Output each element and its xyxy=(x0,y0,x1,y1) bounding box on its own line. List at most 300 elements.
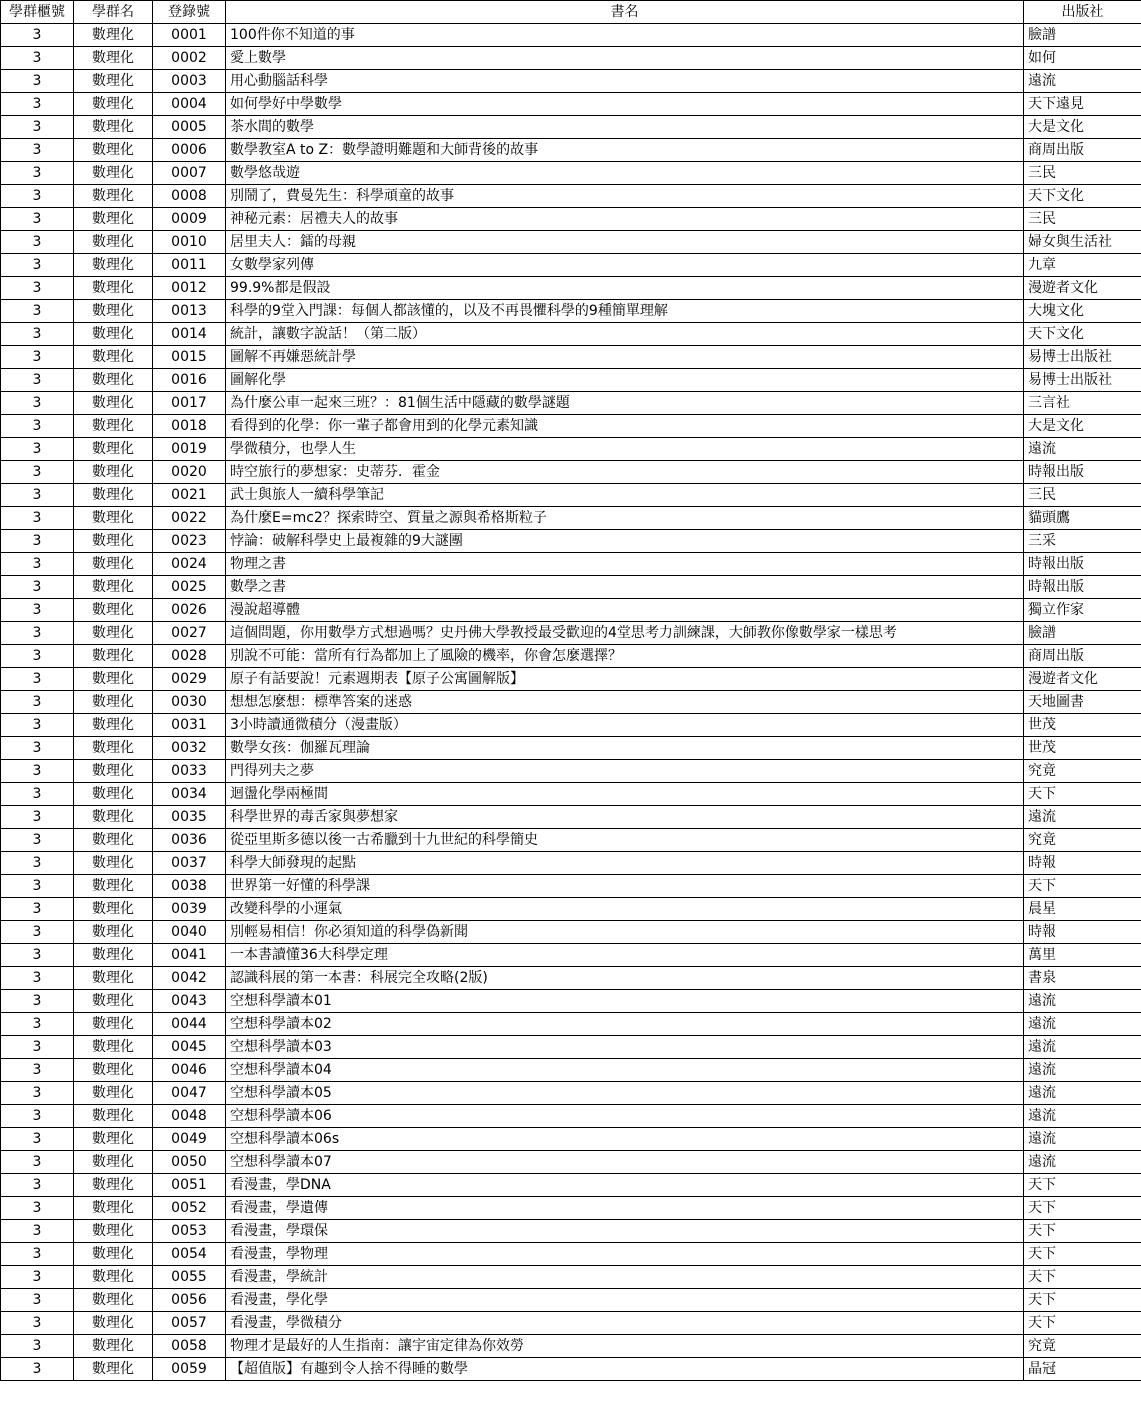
book-title-cell: 看漫畫，學化學 xyxy=(226,1289,1024,1312)
group-name-cell: 數理化 xyxy=(74,1266,153,1289)
book-title-cell: 數學教室A to Z：數學證明難題和大師背後的故事 xyxy=(226,139,1024,162)
book-title-cell: 別輕易相信！你必須知道的科學偽新聞 xyxy=(226,921,1024,944)
table-row xyxy=(1,1128,1141,1151)
cabinet-number-cell: 3 xyxy=(1,783,74,806)
publisher-cell: 大是文化 xyxy=(1024,415,1141,438)
group-name-cell: 數理化 xyxy=(74,1220,153,1243)
registration-number-cell: 0056 xyxy=(153,1289,226,1312)
registration-number-cell: 0002 xyxy=(153,47,226,70)
book-title-cell: 3小時讀通微積分（漫畫版） xyxy=(226,714,1024,737)
registration-number-cell: 0019 xyxy=(153,438,226,461)
registration-number-cell: 0042 xyxy=(153,967,226,990)
registration-number-cell: 0058 xyxy=(153,1335,226,1358)
group-name-cell: 數理化 xyxy=(74,530,153,553)
publisher-cell: 大是文化 xyxy=(1024,116,1141,139)
book-title-cell: 統計，讓數字說話！（第二版） xyxy=(226,323,1024,346)
cabinet-number-cell: 3 xyxy=(1,1128,74,1151)
table-row xyxy=(1,1197,1141,1220)
table-row xyxy=(1,944,1141,967)
registration-number-cell: 0041 xyxy=(153,944,226,967)
book-title-cell: 99.9%都是假設 xyxy=(226,277,1024,300)
cabinet-number-cell: 3 xyxy=(1,300,74,323)
group-name-cell: 數理化 xyxy=(74,599,153,622)
table-row xyxy=(1,737,1141,760)
cabinet-number-cell: 3 xyxy=(1,346,74,369)
publisher-cell: 天下 xyxy=(1024,783,1141,806)
cabinet-number-cell: 3 xyxy=(1,415,74,438)
registration-number-cell: 0037 xyxy=(153,852,226,875)
cabinet-number-cell: 3 xyxy=(1,944,74,967)
publisher-cell: 天下 xyxy=(1024,1243,1141,1266)
cabinet-number-cell: 3 xyxy=(1,737,74,760)
table-row xyxy=(1,1151,1141,1174)
table-row xyxy=(1,1312,1141,1335)
table-row xyxy=(1,1174,1141,1197)
table-row xyxy=(1,760,1141,783)
group-name-cell: 數理化 xyxy=(74,415,153,438)
cabinet-number-cell: 3 xyxy=(1,24,74,47)
publisher-cell: 天地圖書 xyxy=(1024,691,1141,714)
cabinet-number-cell: 3 xyxy=(1,622,74,645)
book-title-cell: 一本書讀懂36大科學定理 xyxy=(226,944,1024,967)
registration-number-cell: 0020 xyxy=(153,461,226,484)
book-title-cell: 用心動腦話科學 xyxy=(226,70,1024,93)
publisher-cell: 遠流 xyxy=(1024,1013,1141,1036)
cabinet-number-cell: 3 xyxy=(1,921,74,944)
cabinet-number-cell: 3 xyxy=(1,162,74,185)
cabinet-number-cell: 3 xyxy=(1,990,74,1013)
cabinet-number-cell: 3 xyxy=(1,1289,74,1312)
group-name-cell: 數理化 xyxy=(74,208,153,231)
book-title-cell: 數學之書 xyxy=(226,576,1024,599)
publisher-cell: 天下文化 xyxy=(1024,185,1141,208)
publisher-cell: 遠流 xyxy=(1024,1128,1141,1151)
group-name-cell: 數理化 xyxy=(74,116,153,139)
table-row xyxy=(1,392,1141,415)
registration-number-cell: 0050 xyxy=(153,1151,226,1174)
book-title-cell: 時空旅行的夢想家：史蒂芬．霍金 xyxy=(226,461,1024,484)
group-name-cell: 數理化 xyxy=(74,185,153,208)
book-title-cell: 科學世界的毒舌家與夢想家 xyxy=(226,806,1024,829)
group-name-cell: 數理化 xyxy=(74,461,153,484)
registration-number-cell: 0016 xyxy=(153,369,226,392)
table-row xyxy=(1,1335,1141,1358)
book-title-cell: 為什麼E=mc2？探索時空、質量之源與希格斯粒子 xyxy=(226,507,1024,530)
group-name-cell: 數理化 xyxy=(74,737,153,760)
cabinet-number-cell: 3 xyxy=(1,1059,74,1082)
book-title-cell: 女數學家列傳 xyxy=(226,254,1024,277)
publisher-cell: 遠流 xyxy=(1024,1036,1141,1059)
cabinet-number-cell: 3 xyxy=(1,185,74,208)
book-title-cell: 圖解不再嫌惡統計學 xyxy=(226,346,1024,369)
publisher-cell: 究竟 xyxy=(1024,1335,1141,1358)
publisher-cell: 三民 xyxy=(1024,208,1141,231)
registration-number-cell: 0023 xyxy=(153,530,226,553)
table-row xyxy=(1,1036,1141,1059)
registration-number-cell: 0012 xyxy=(153,277,226,300)
registration-number-cell: 0018 xyxy=(153,415,226,438)
registration-number-cell: 0008 xyxy=(153,185,226,208)
publisher-cell: 天下文化 xyxy=(1024,323,1141,346)
group-name-cell: 數理化 xyxy=(74,507,153,530)
table-row xyxy=(1,599,1141,622)
group-name-cell: 數理化 xyxy=(74,1013,153,1036)
publisher-cell: 易博士出版社 xyxy=(1024,369,1141,392)
publisher-cell: 遠流 xyxy=(1024,1105,1141,1128)
group-name-cell: 數理化 xyxy=(74,1174,153,1197)
table-row xyxy=(1,1266,1141,1289)
cabinet-number-cell: 3 xyxy=(1,1197,74,1220)
table-row xyxy=(1,645,1141,668)
registration-number-cell: 0045 xyxy=(153,1036,226,1059)
cabinet-number-cell: 3 xyxy=(1,645,74,668)
book-title-cell: 為什麼公車一起來三班？：81個生活中隱藏的數學謎題 xyxy=(226,392,1024,415)
book-title-cell: 空想科學讀本01 xyxy=(226,990,1024,1013)
registration-number-cell: 0057 xyxy=(153,1312,226,1335)
publisher-cell: 天下 xyxy=(1024,1266,1141,1289)
cabinet-number-cell: 3 xyxy=(1,369,74,392)
group-name-cell: 數理化 xyxy=(74,1358,153,1381)
table-row xyxy=(1,829,1141,852)
table-row xyxy=(1,185,1141,208)
publisher-cell: 時報出版 xyxy=(1024,576,1141,599)
book-title-cell: 看漫畫，學遺傳 xyxy=(226,1197,1024,1220)
publisher-cell: 獨立作家 xyxy=(1024,599,1141,622)
registration-number-cell: 0029 xyxy=(153,668,226,691)
book-title-cell: 學微積分，也學人生 xyxy=(226,438,1024,461)
book-title-cell: 迴盪化學兩極間 xyxy=(226,783,1024,806)
table-row xyxy=(1,530,1141,553)
cabinet-number-cell: 3 xyxy=(1,1082,74,1105)
cabinet-number-cell: 3 xyxy=(1,1312,74,1335)
book-title-cell: 改變科學的小運氣 xyxy=(226,898,1024,921)
table-row xyxy=(1,484,1141,507)
registration-number-cell: 0034 xyxy=(153,783,226,806)
book-title-cell: 空想科學讀本02 xyxy=(226,1013,1024,1036)
group-name-cell: 數理化 xyxy=(74,622,153,645)
registration-number-cell: 0006 xyxy=(153,139,226,162)
registration-number-cell: 0035 xyxy=(153,806,226,829)
publisher-cell: 萬里 xyxy=(1024,944,1141,967)
cabinet-number-cell: 3 xyxy=(1,116,74,139)
group-name-cell: 數理化 xyxy=(74,944,153,967)
book-title-cell: 從亞里斯多德以後一古希臘到十九世紀的科學簡史 xyxy=(226,829,1024,852)
book-title-cell: 看漫畫，學環保 xyxy=(226,1220,1024,1243)
group-name-cell: 數理化 xyxy=(74,760,153,783)
table-row xyxy=(1,24,1141,47)
table-row xyxy=(1,139,1141,162)
publisher-cell: 遠流 xyxy=(1024,1082,1141,1105)
cabinet-number-cell: 3 xyxy=(1,967,74,990)
registration-number-cell: 0052 xyxy=(153,1197,226,1220)
book-title-cell: 【超值版】有趣到令人捨不得睡的數學 xyxy=(226,1358,1024,1381)
cabinet-number-cell: 3 xyxy=(1,1105,74,1128)
book-title-cell: 空想科學讀本04 xyxy=(226,1059,1024,1082)
publisher-cell: 天下 xyxy=(1024,1174,1141,1197)
group-name-cell: 數理化 xyxy=(74,231,153,254)
group-name-cell: 數理化 xyxy=(74,162,153,185)
publisher-cell: 婦女與生活社 xyxy=(1024,231,1141,254)
cabinet-number-cell: 3 xyxy=(1,875,74,898)
book-title-cell: 居里夫人：鐳的母親 xyxy=(226,231,1024,254)
book-title-cell: 空想科學讀本03 xyxy=(226,1036,1024,1059)
registration-number-cell: 0022 xyxy=(153,507,226,530)
table-row xyxy=(1,967,1141,990)
table-row xyxy=(1,346,1141,369)
table-body xyxy=(1,24,1141,1381)
publisher-cell: 商周出版 xyxy=(1024,139,1141,162)
publisher-cell: 天下遠見 xyxy=(1024,93,1141,116)
table-row xyxy=(1,70,1141,93)
registration-number-cell: 0027 xyxy=(153,622,226,645)
group-name-cell: 數理化 xyxy=(74,47,153,70)
registration-number-cell: 0030 xyxy=(153,691,226,714)
book-title-cell: 空想科學讀本06 xyxy=(226,1105,1024,1128)
registration-number-cell: 0025 xyxy=(153,576,226,599)
col-header-book-title: 書名 xyxy=(226,1,1024,24)
table-row xyxy=(1,1220,1141,1243)
group-name-cell: 數理化 xyxy=(74,484,153,507)
cabinet-number-cell: 3 xyxy=(1,1151,74,1174)
book-title-cell: 數學女孩：伽羅瓦理論 xyxy=(226,737,1024,760)
publisher-cell: 漫遊者文化 xyxy=(1024,668,1141,691)
publisher-cell: 大塊文化 xyxy=(1024,300,1141,323)
table-row xyxy=(1,691,1141,714)
table-row xyxy=(1,116,1141,139)
cabinet-number-cell: 3 xyxy=(1,139,74,162)
col-header-cabinet-number: 學群櫃號 xyxy=(1,1,74,24)
cabinet-number-cell: 3 xyxy=(1,1358,74,1381)
table-row xyxy=(1,1082,1141,1105)
registration-number-cell: 0004 xyxy=(153,93,226,116)
group-name-cell: 數理化 xyxy=(74,369,153,392)
cabinet-number-cell: 3 xyxy=(1,438,74,461)
book-title-cell: 世界第一好懂的科學課 xyxy=(226,875,1024,898)
registration-number-cell: 0026 xyxy=(153,599,226,622)
cabinet-number-cell: 3 xyxy=(1,1220,74,1243)
table-row xyxy=(1,47,1141,70)
registration-number-cell: 0010 xyxy=(153,231,226,254)
cabinet-number-cell: 3 xyxy=(1,691,74,714)
book-title-cell: 別說不可能：當所有行為都加上了風險的機率，你會怎麼選擇？ xyxy=(226,645,1024,668)
registration-number-cell: 0038 xyxy=(153,875,226,898)
table-row xyxy=(1,254,1141,277)
group-name-cell: 數理化 xyxy=(74,70,153,93)
group-name-cell: 數理化 xyxy=(74,806,153,829)
book-title-cell: 想想怎麼想：標準答案的迷惑 xyxy=(226,691,1024,714)
publisher-cell: 易博士出版社 xyxy=(1024,346,1141,369)
cabinet-number-cell: 3 xyxy=(1,70,74,93)
table-row xyxy=(1,1013,1141,1036)
cabinet-number-cell: 3 xyxy=(1,208,74,231)
col-header-group-name: 學群名 xyxy=(74,1,153,24)
table-row xyxy=(1,369,1141,392)
book-title-cell: 別鬧了，費曼先生：科學頑童的故事 xyxy=(226,185,1024,208)
publisher-cell: 時報 xyxy=(1024,921,1141,944)
group-name-cell: 數理化 xyxy=(74,1335,153,1358)
group-name-cell: 數理化 xyxy=(74,1059,153,1082)
cabinet-number-cell: 3 xyxy=(1,1266,74,1289)
publisher-cell: 三采 xyxy=(1024,530,1141,553)
table-row xyxy=(1,1243,1141,1266)
cabinet-number-cell: 3 xyxy=(1,576,74,599)
group-name-cell: 數理化 xyxy=(74,323,153,346)
cabinet-number-cell: 3 xyxy=(1,1243,74,1266)
table-row xyxy=(1,622,1141,645)
table-row xyxy=(1,1358,1141,1381)
publisher-cell: 天下 xyxy=(1024,875,1141,898)
publisher-cell: 九章 xyxy=(1024,254,1141,277)
registration-number-cell: 0015 xyxy=(153,346,226,369)
cabinet-number-cell: 3 xyxy=(1,668,74,691)
book-title-cell: 認識科展的第一本書：科展完全攻略(2版) xyxy=(226,967,1024,990)
registration-number-cell: 0001 xyxy=(153,24,226,47)
header-row xyxy=(1,1,1141,24)
publisher-cell: 遠流 xyxy=(1024,1059,1141,1082)
table-row xyxy=(1,231,1141,254)
registration-number-cell: 0039 xyxy=(153,898,226,921)
book-title-cell: 看漫畫，學微積分 xyxy=(226,1312,1024,1335)
table-row xyxy=(1,277,1141,300)
cabinet-number-cell: 3 xyxy=(1,760,74,783)
book-title-cell: 科學的9堂入門課：每個人都該懂的，以及不再畏懼科學的9種簡單理解 xyxy=(226,300,1024,323)
book-title-cell: 空想科學讀本05 xyxy=(226,1082,1024,1105)
table-row xyxy=(1,323,1141,346)
book-title-cell: 物理才是最好的人生指南：讓宇宙定律為你效勞 xyxy=(226,1335,1024,1358)
group-name-cell: 數理化 xyxy=(74,277,153,300)
table-row xyxy=(1,461,1141,484)
publisher-cell: 三言社 xyxy=(1024,392,1141,415)
col-header-publisher: 出版社 xyxy=(1024,1,1141,24)
publisher-cell: 漫遊者文化 xyxy=(1024,277,1141,300)
registration-number-cell: 0059 xyxy=(153,1358,226,1381)
cabinet-number-cell: 3 xyxy=(1,530,74,553)
table-row xyxy=(1,921,1141,944)
publisher-cell: 遠流 xyxy=(1024,70,1141,93)
book-title-cell: 空想科學讀本06s xyxy=(226,1128,1024,1151)
book-title-cell: 原子有話要說！元素週期表【原子公寓圖解版】 xyxy=(226,668,1024,691)
cabinet-number-cell: 3 xyxy=(1,1036,74,1059)
cabinet-number-cell: 3 xyxy=(1,898,74,921)
group-name-cell: 數理化 xyxy=(74,93,153,116)
cabinet-number-cell: 3 xyxy=(1,277,74,300)
book-title-cell: 圖解化學 xyxy=(226,369,1024,392)
publisher-cell: 時報出版 xyxy=(1024,553,1141,576)
table-row xyxy=(1,852,1141,875)
group-name-cell: 數理化 xyxy=(74,783,153,806)
registration-number-cell: 0003 xyxy=(153,70,226,93)
registration-number-cell: 0032 xyxy=(153,737,226,760)
group-name-cell: 數理化 xyxy=(74,898,153,921)
registration-number-cell: 0014 xyxy=(153,323,226,346)
group-name-cell: 數理化 xyxy=(74,254,153,277)
book-title-cell: 100件你不知道的事 xyxy=(226,24,1024,47)
group-name-cell: 數理化 xyxy=(74,1082,153,1105)
table-row xyxy=(1,208,1141,231)
table-row xyxy=(1,1289,1141,1312)
book-title-cell: 科學大師發現的起點 xyxy=(226,852,1024,875)
book-title-cell: 這個問題，你用數學方式想過嗎？史丹佛大學教授最受歡迎的4堂思考力訓練課，大師教你像數學家一樣思考 xyxy=(226,622,1024,645)
cabinet-number-cell: 3 xyxy=(1,93,74,116)
publisher-cell: 天下 xyxy=(1024,1197,1141,1220)
table-row xyxy=(1,415,1141,438)
cabinet-number-cell: 3 xyxy=(1,254,74,277)
registration-number-cell: 0049 xyxy=(153,1128,226,1151)
group-name-cell: 數理化 xyxy=(74,921,153,944)
table-row xyxy=(1,668,1141,691)
publisher-cell: 究竟 xyxy=(1024,760,1141,783)
cabinet-number-cell: 3 xyxy=(1,714,74,737)
cabinet-number-cell: 3 xyxy=(1,461,74,484)
registration-number-cell: 0011 xyxy=(153,254,226,277)
registration-number-cell: 0054 xyxy=(153,1243,226,1266)
table-row xyxy=(1,1059,1141,1082)
group-name-cell: 數理化 xyxy=(74,668,153,691)
group-name-cell: 數理化 xyxy=(74,691,153,714)
group-name-cell: 數理化 xyxy=(74,1289,153,1312)
cabinet-number-cell: 3 xyxy=(1,599,74,622)
group-name-cell: 數理化 xyxy=(74,346,153,369)
group-name-cell: 數理化 xyxy=(74,576,153,599)
table-row xyxy=(1,898,1141,921)
table-row xyxy=(1,576,1141,599)
table-row xyxy=(1,875,1141,898)
registration-number-cell: 0028 xyxy=(153,645,226,668)
group-name-cell: 數理化 xyxy=(74,1036,153,1059)
registration-number-cell: 0021 xyxy=(153,484,226,507)
publisher-cell: 晨星 xyxy=(1024,898,1141,921)
book-title-cell: 如何學好中學數學 xyxy=(226,93,1024,116)
registration-number-cell: 0017 xyxy=(153,392,226,415)
book-title-cell: 看得到的化學：你一輩子都會用到的化學元素知識 xyxy=(226,415,1024,438)
publisher-cell: 遠流 xyxy=(1024,806,1141,829)
book-title-cell: 悖論：破解科學史上最複雜的9大謎團 xyxy=(226,530,1024,553)
publisher-cell: 天下 xyxy=(1024,1312,1141,1335)
registration-number-cell: 0055 xyxy=(153,1266,226,1289)
group-name-cell: 數理化 xyxy=(74,392,153,415)
registration-number-cell: 0009 xyxy=(153,208,226,231)
table-row xyxy=(1,507,1141,530)
book-title-cell: 門得列夫之夢 xyxy=(226,760,1024,783)
cabinet-number-cell: 3 xyxy=(1,484,74,507)
group-name-cell: 數理化 xyxy=(74,1197,153,1220)
table-row xyxy=(1,783,1141,806)
group-name-cell: 數理化 xyxy=(74,1312,153,1335)
cabinet-number-cell: 3 xyxy=(1,1335,74,1358)
group-name-cell: 數理化 xyxy=(74,553,153,576)
registration-number-cell: 0047 xyxy=(153,1082,226,1105)
publisher-cell: 如何 xyxy=(1024,47,1141,70)
publisher-cell: 究竟 xyxy=(1024,829,1141,852)
publisher-cell: 三民 xyxy=(1024,484,1141,507)
publisher-cell: 天下 xyxy=(1024,1289,1141,1312)
group-name-cell: 數理化 xyxy=(74,875,153,898)
table-row xyxy=(1,438,1141,461)
book-title-cell: 神秘元素：居禮夫人的故事 xyxy=(226,208,1024,231)
book-title-cell: 數學悠哉遊 xyxy=(226,162,1024,185)
book-title-cell: 物理之書 xyxy=(226,553,1024,576)
publisher-cell: 世茂 xyxy=(1024,737,1141,760)
registration-number-cell: 0005 xyxy=(153,116,226,139)
registration-number-cell: 0044 xyxy=(153,1013,226,1036)
table-row xyxy=(1,714,1141,737)
group-name-cell: 數理化 xyxy=(74,1243,153,1266)
registration-number-cell: 0033 xyxy=(153,760,226,783)
group-name-cell: 數理化 xyxy=(74,1105,153,1128)
cabinet-number-cell: 3 xyxy=(1,231,74,254)
table-row xyxy=(1,1105,1141,1128)
cabinet-number-cell: 3 xyxy=(1,507,74,530)
